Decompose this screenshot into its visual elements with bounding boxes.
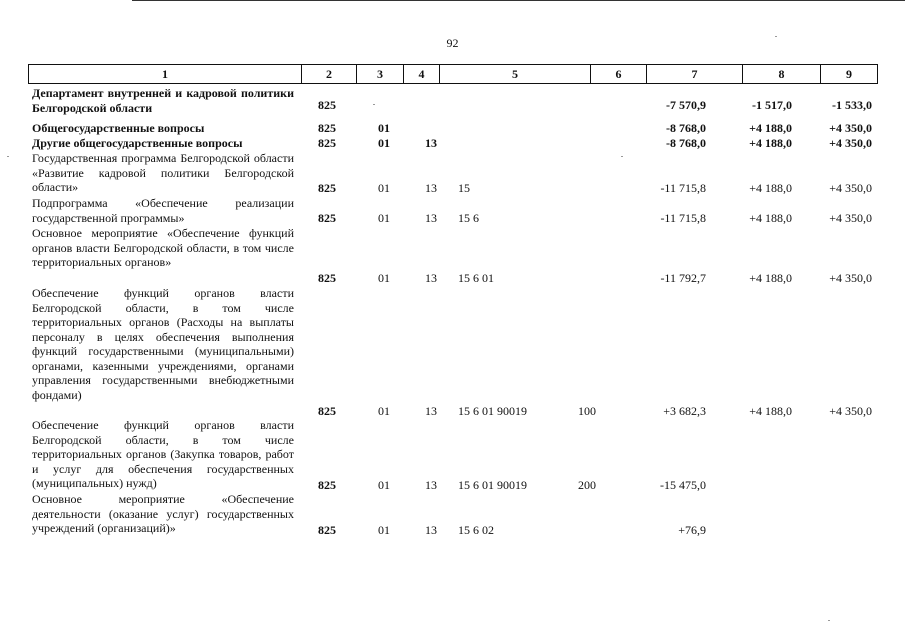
header-col-3: 3 (356, 65, 403, 83)
cell-col-2: 825 (318, 523, 336, 537)
cell-col-7: -8 768,0 (666, 136, 706, 150)
cell-col-5: 15 6 01 90019 (458, 404, 527, 418)
cell-col-2: 825 (318, 478, 336, 492)
cell-col-8: +4 188,0 (749, 404, 792, 418)
header-col-6: 6 (590, 65, 646, 83)
cell-col-9: +4 350,0 (829, 271, 872, 285)
scan-speck (828, 620, 830, 621)
cell-col-2: 825 (318, 211, 336, 225)
header-col-5: 5 (439, 65, 590, 83)
row-name: Другие общегосударственные вопросы (32, 136, 243, 150)
row-name: Обеспечение функций органов власти Белгородской области, в том числе территориальных органов (Расходы на выплаты персоналу в целях обеспечения выполнения функций государственными (муниципальными) органами, казенными учреждениями, органами управления государственными внебюджетными фондами) (32, 286, 294, 402)
cell-col-9: +4 350,0 (829, 211, 872, 225)
cell-col-5: 15 6 (458, 211, 479, 225)
cell-col-8: +4 188,0 (749, 211, 792, 225)
cell-col-9: +4 350,0 (829, 404, 872, 418)
cell-col-3: 01 (378, 271, 390, 285)
cell-col-8: -1 517,0 (752, 98, 792, 112)
scan-speck (373, 104, 375, 105)
cell-col-9: +4 350,0 (829, 121, 872, 135)
cell-col-2: 825 (318, 181, 336, 195)
header-col-9: 9 (820, 65, 877, 83)
cell-col-2: 825 (318, 121, 336, 135)
cell-col-6: 100 (578, 404, 596, 418)
header-col-2: 2 (301, 65, 356, 83)
cell-col-4: 13 (425, 523, 437, 537)
cell-col-3: 01 (378, 478, 390, 492)
cell-col-4: 13 (425, 271, 437, 285)
cell-col-7: -11 792,7 (660, 271, 706, 285)
row-name: Основное мероприятие «Обеспечение деятельности (оказание услуг) государственных учреждений (организаций)» (32, 492, 294, 535)
scan-speck (7, 156, 9, 157)
cell-col-7: -11 715,8 (660, 211, 706, 225)
cell-col-2: 825 (318, 98, 336, 112)
row-name: Департамент внутренней и кадровой политики Белгородской области (32, 86, 294, 115)
table-row (28, 492, 878, 538)
cell-col-7: -11 715,8 (660, 181, 706, 195)
table-row (28, 196, 878, 226)
row-name: Общегосударственные вопросы (32, 121, 205, 135)
cell-col-5: 15 (458, 181, 470, 195)
cell-col-7: -7 570,9 (666, 98, 706, 112)
cell-col-9: +4 350,0 (829, 181, 872, 195)
cell-col-8: +4 188,0 (749, 121, 792, 135)
table-row (28, 151, 878, 195)
page-number: 92 (446, 36, 459, 50)
cell-col-3: 01 (378, 211, 390, 225)
cell-col-2: 825 (318, 271, 336, 285)
table-row (28, 286, 878, 418)
cell-col-8: +4 188,0 (749, 136, 792, 150)
scan-speck (775, 36, 777, 37)
cell-col-7: -15 475,0 (660, 478, 706, 492)
header-col-7: 7 (646, 65, 742, 83)
cell-col-8: +4 188,0 (749, 181, 792, 195)
cell-col-2: 825 (318, 404, 336, 418)
cell-col-3: 01 (378, 121, 390, 135)
header-col-8: 8 (742, 65, 820, 83)
table-row (28, 418, 878, 492)
row-name: Обеспечение функций органов власти Белгородской области, в том числе территориальных органов (Закупка товаров, работ и услуг для обеспечения государственных (муниципальных) нужд) (32, 418, 294, 490)
cell-col-4: 13 (425, 478, 437, 492)
cell-col-7: +3 682,3 (663, 404, 706, 418)
cell-col-5: 15 6 02 (458, 523, 494, 537)
top-rule (132, 0, 905, 1)
cell-col-3: 01 (378, 136, 390, 150)
cell-col-4: 13 (425, 181, 437, 195)
cell-col-8: +4 188,0 (749, 271, 792, 285)
row-name: Основное мероприятие «Обеспечение функций органов власти Белгородской области, в том числе территориальных органов» (32, 226, 294, 269)
cell-col-3: 01 (378, 523, 390, 537)
cell-col-5: 15 6 01 (458, 271, 494, 285)
row-name: Государственная программа Белгородской области «Развитие кадровой политики Белгородской области» (32, 151, 294, 194)
table-row (28, 121, 878, 136)
cell-col-9: +4 350,0 (829, 136, 872, 150)
cell-col-3: 01 (378, 404, 390, 418)
cell-col-2: 825 (318, 136, 336, 150)
cell-col-4: 13 (425, 211, 437, 225)
table-header (28, 64, 878, 84)
cell-col-4: 13 (425, 404, 437, 418)
cell-col-3: 01 (378, 181, 390, 195)
table-row (28, 226, 878, 284)
row-name: Подпрограмма «Обеспечение реализации государственной программы» (32, 196, 294, 225)
header-col-1: 1 (162, 66, 168, 81)
scan-speck (621, 156, 623, 157)
cell-col-7: +76,9 (678, 523, 706, 537)
cell-col-7: -8 768,0 (666, 121, 706, 135)
cell-col-4: 13 (425, 136, 437, 150)
table-row (28, 86, 878, 116)
header-col-4: 4 (403, 65, 439, 83)
cell-col-6: 200 (578, 478, 596, 492)
cell-col-9: -1 533,0 (832, 98, 872, 112)
table-row (28, 136, 878, 151)
cell-col-5: 15 6 01 90019 (458, 478, 527, 492)
